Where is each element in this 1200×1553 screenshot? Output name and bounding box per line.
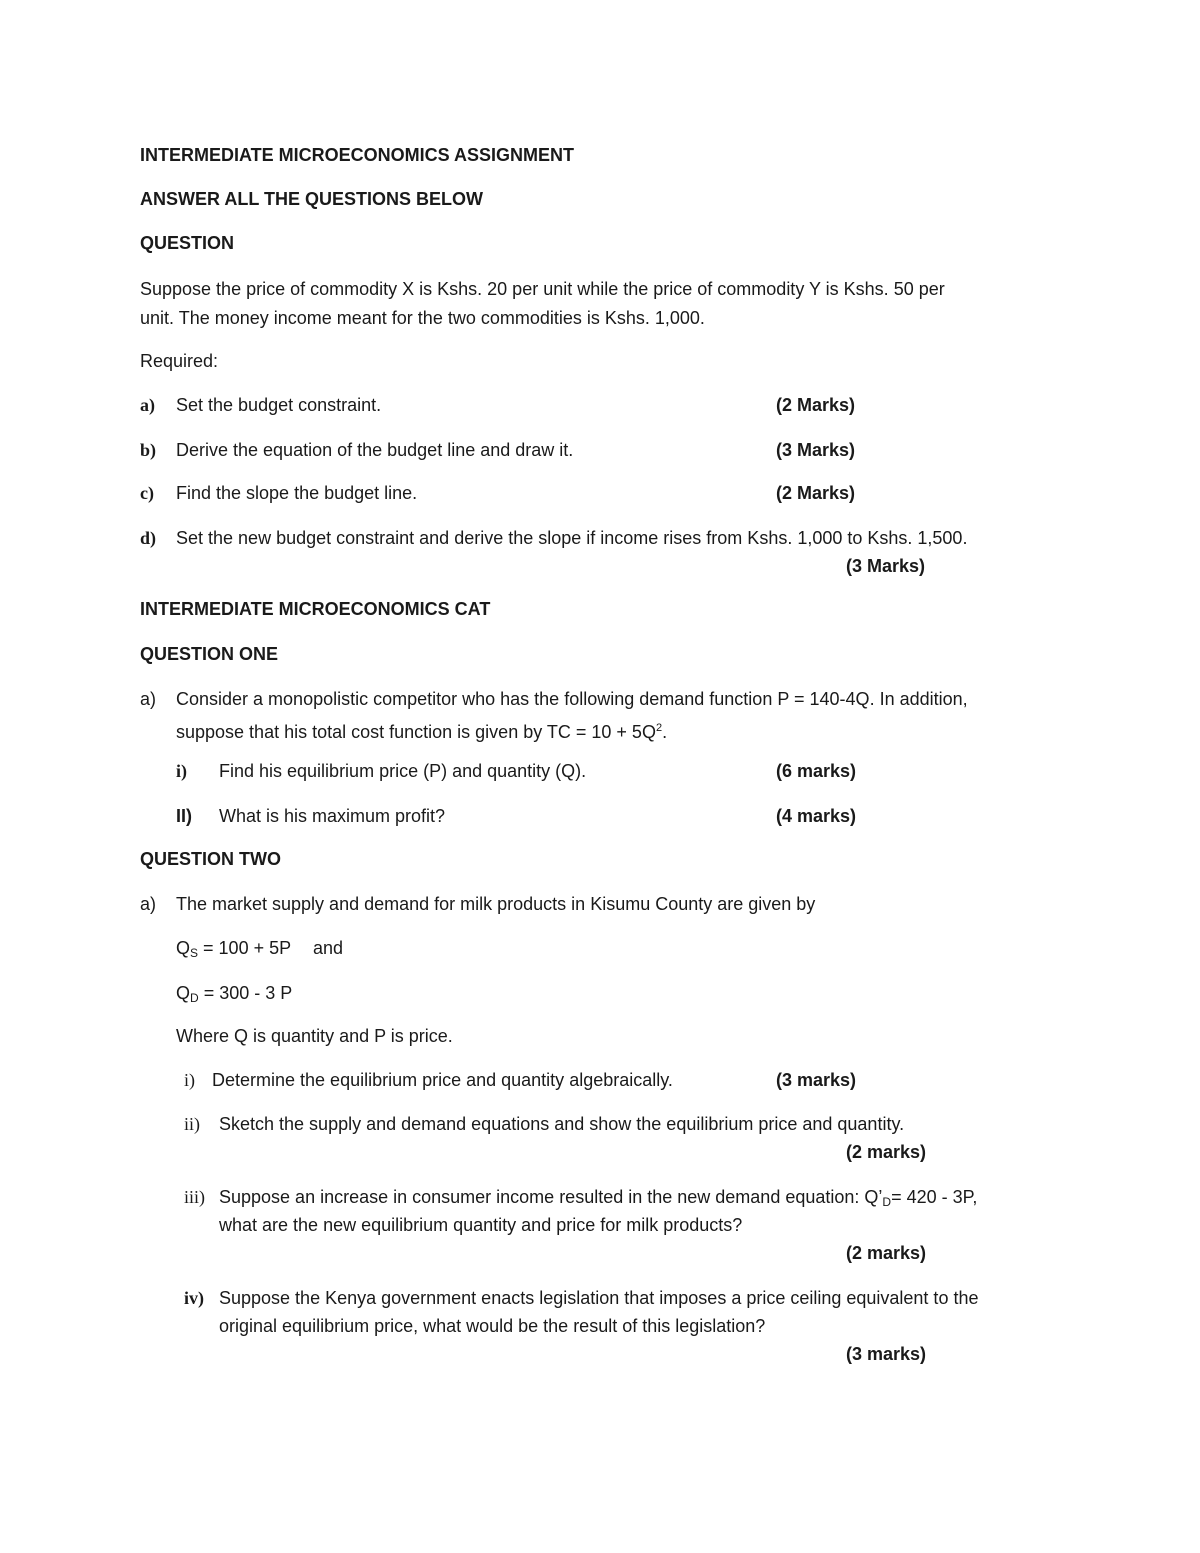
q2-sub-iii-line-1: Suppose an increase in consumer income resulted in the new demand equation: $Q’_D= 420 - 3P$, — [219, 1187, 978, 1209]
item-d-marks: (3 Marks) — [846, 556, 926, 576]
q2-sub-iv-line-1: Suppose the Kenya government enacts legislation that imposes a price ceiling equivalent to the — [219, 1288, 979, 1308]
q1-sub-i-text: Find his equilibrium price (P) and quantity (Q). — [219, 761, 587, 781]
item-d-text: Set the new budget constraint and derive the slope if income rises from Kshs. 1,000 to Kshs. 1,500. — [176, 528, 968, 548]
q1-a-letter: a) — [140, 689, 157, 709]
where-text: Where Q is quantity and P is price. — [176, 1026, 453, 1046]
q2-sub-ii-num: ii) — [184, 1114, 200, 1134]
required-label: Required: — [140, 351, 219, 371]
and-label: and — [313, 938, 344, 958]
q1-sub-i-num: i) — [176, 761, 187, 781]
q1-sub-ii-marks: (4 marks) — [776, 806, 857, 826]
intro-line-1: Suppose the price of commodity X is Kshs. 20 per unit while the price of commodity Y is Kshs. 50 per — [140, 279, 945, 299]
item-b-marks: (3 Marks) — [776, 440, 856, 460]
item-b-letter: b) — [140, 440, 157, 460]
question-two-heading: QUESTION TWO — [140, 849, 281, 869]
intro-line-2: unit. The money income meant for the two commodities is Kshs. 1,000. — [140, 308, 705, 328]
q2-sub-i-text: Determine the equilibrium price and quantity algebraically. — [212, 1070, 673, 1090]
item-a-letter: a) — [140, 395, 155, 415]
q1-sub-ii-num: II) — [176, 806, 192, 826]
q2-a-letter: a) — [140, 894, 157, 914]
q2-sub-ii-text: Sketch the supply and demand equations and show the equilibrium price and quantity. — [219, 1114, 905, 1134]
demand-equation: $Q_D = 300 - 3$ P — [176, 983, 293, 1005]
question-one-heading: QUESTION ONE — [140, 644, 279, 664]
q2-sub-iii-marks: (2 marks) — [846, 1243, 927, 1263]
q1-a-line-1: Consider a monopolistic competitor who has the following demand function P = 140-4Q. In addition, — [176, 689, 968, 709]
question-heading: QUESTION — [140, 233, 235, 253]
q2-sub-iv-line-2: original equilibrium price, what would be the result of this legislation? — [219, 1316, 766, 1336]
q2-a-text: The market supply and demand for milk products in Kisumu County are given by — [176, 894, 816, 914]
item-a-marks: (2 Marks) — [776, 395, 856, 415]
item-c-marks: (2 Marks) — [776, 483, 856, 503]
supply-equation: $Q_S = 100 + 5P$ — [176, 938, 292, 960]
q2-sub-i-marks: (3 marks) — [776, 1070, 857, 1090]
item-b-text: Derive the equation of the budget line and draw it. — [176, 440, 574, 460]
cat-title: INTERMEDIATE MICROECONOMICS CAT — [140, 599, 491, 619]
q1-sub-i-marks: (6 marks) — [776, 761, 857, 781]
q2-sub-iii-line-2: what are the new equilibrium quantity and price for milk products? — [219, 1215, 743, 1235]
q2-sub-iv-marks: (3 marks) — [846, 1344, 927, 1364]
assignment-instruction: ANSWER ALL THE QUESTIONS BELOW — [140, 189, 484, 209]
q2-sub-iv-num: iv) — [184, 1288, 204, 1308]
item-a-text: Set the budget constraint. — [176, 395, 382, 415]
q2-sub-iii-num: iii) — [184, 1187, 205, 1207]
item-c-letter: c) — [140, 483, 154, 503]
item-d-letter: d) — [140, 528, 157, 548]
q1-sub-ii-text: What is his maximum profit? — [219, 806, 446, 826]
q2-sub-ii-marks: (2 marks) — [846, 1142, 927, 1162]
q1-a-line-2: suppose that his total cost function is given by TC = $10 + 5Q^2$. — [176, 722, 668, 742]
q2-sub-i-num: i) — [184, 1070, 195, 1090]
assignment-title: INTERMEDIATE MICROECONOMICS ASSIGNMENT — [140, 145, 575, 165]
item-c-text: Find the slope the budget line. — [176, 483, 418, 503]
